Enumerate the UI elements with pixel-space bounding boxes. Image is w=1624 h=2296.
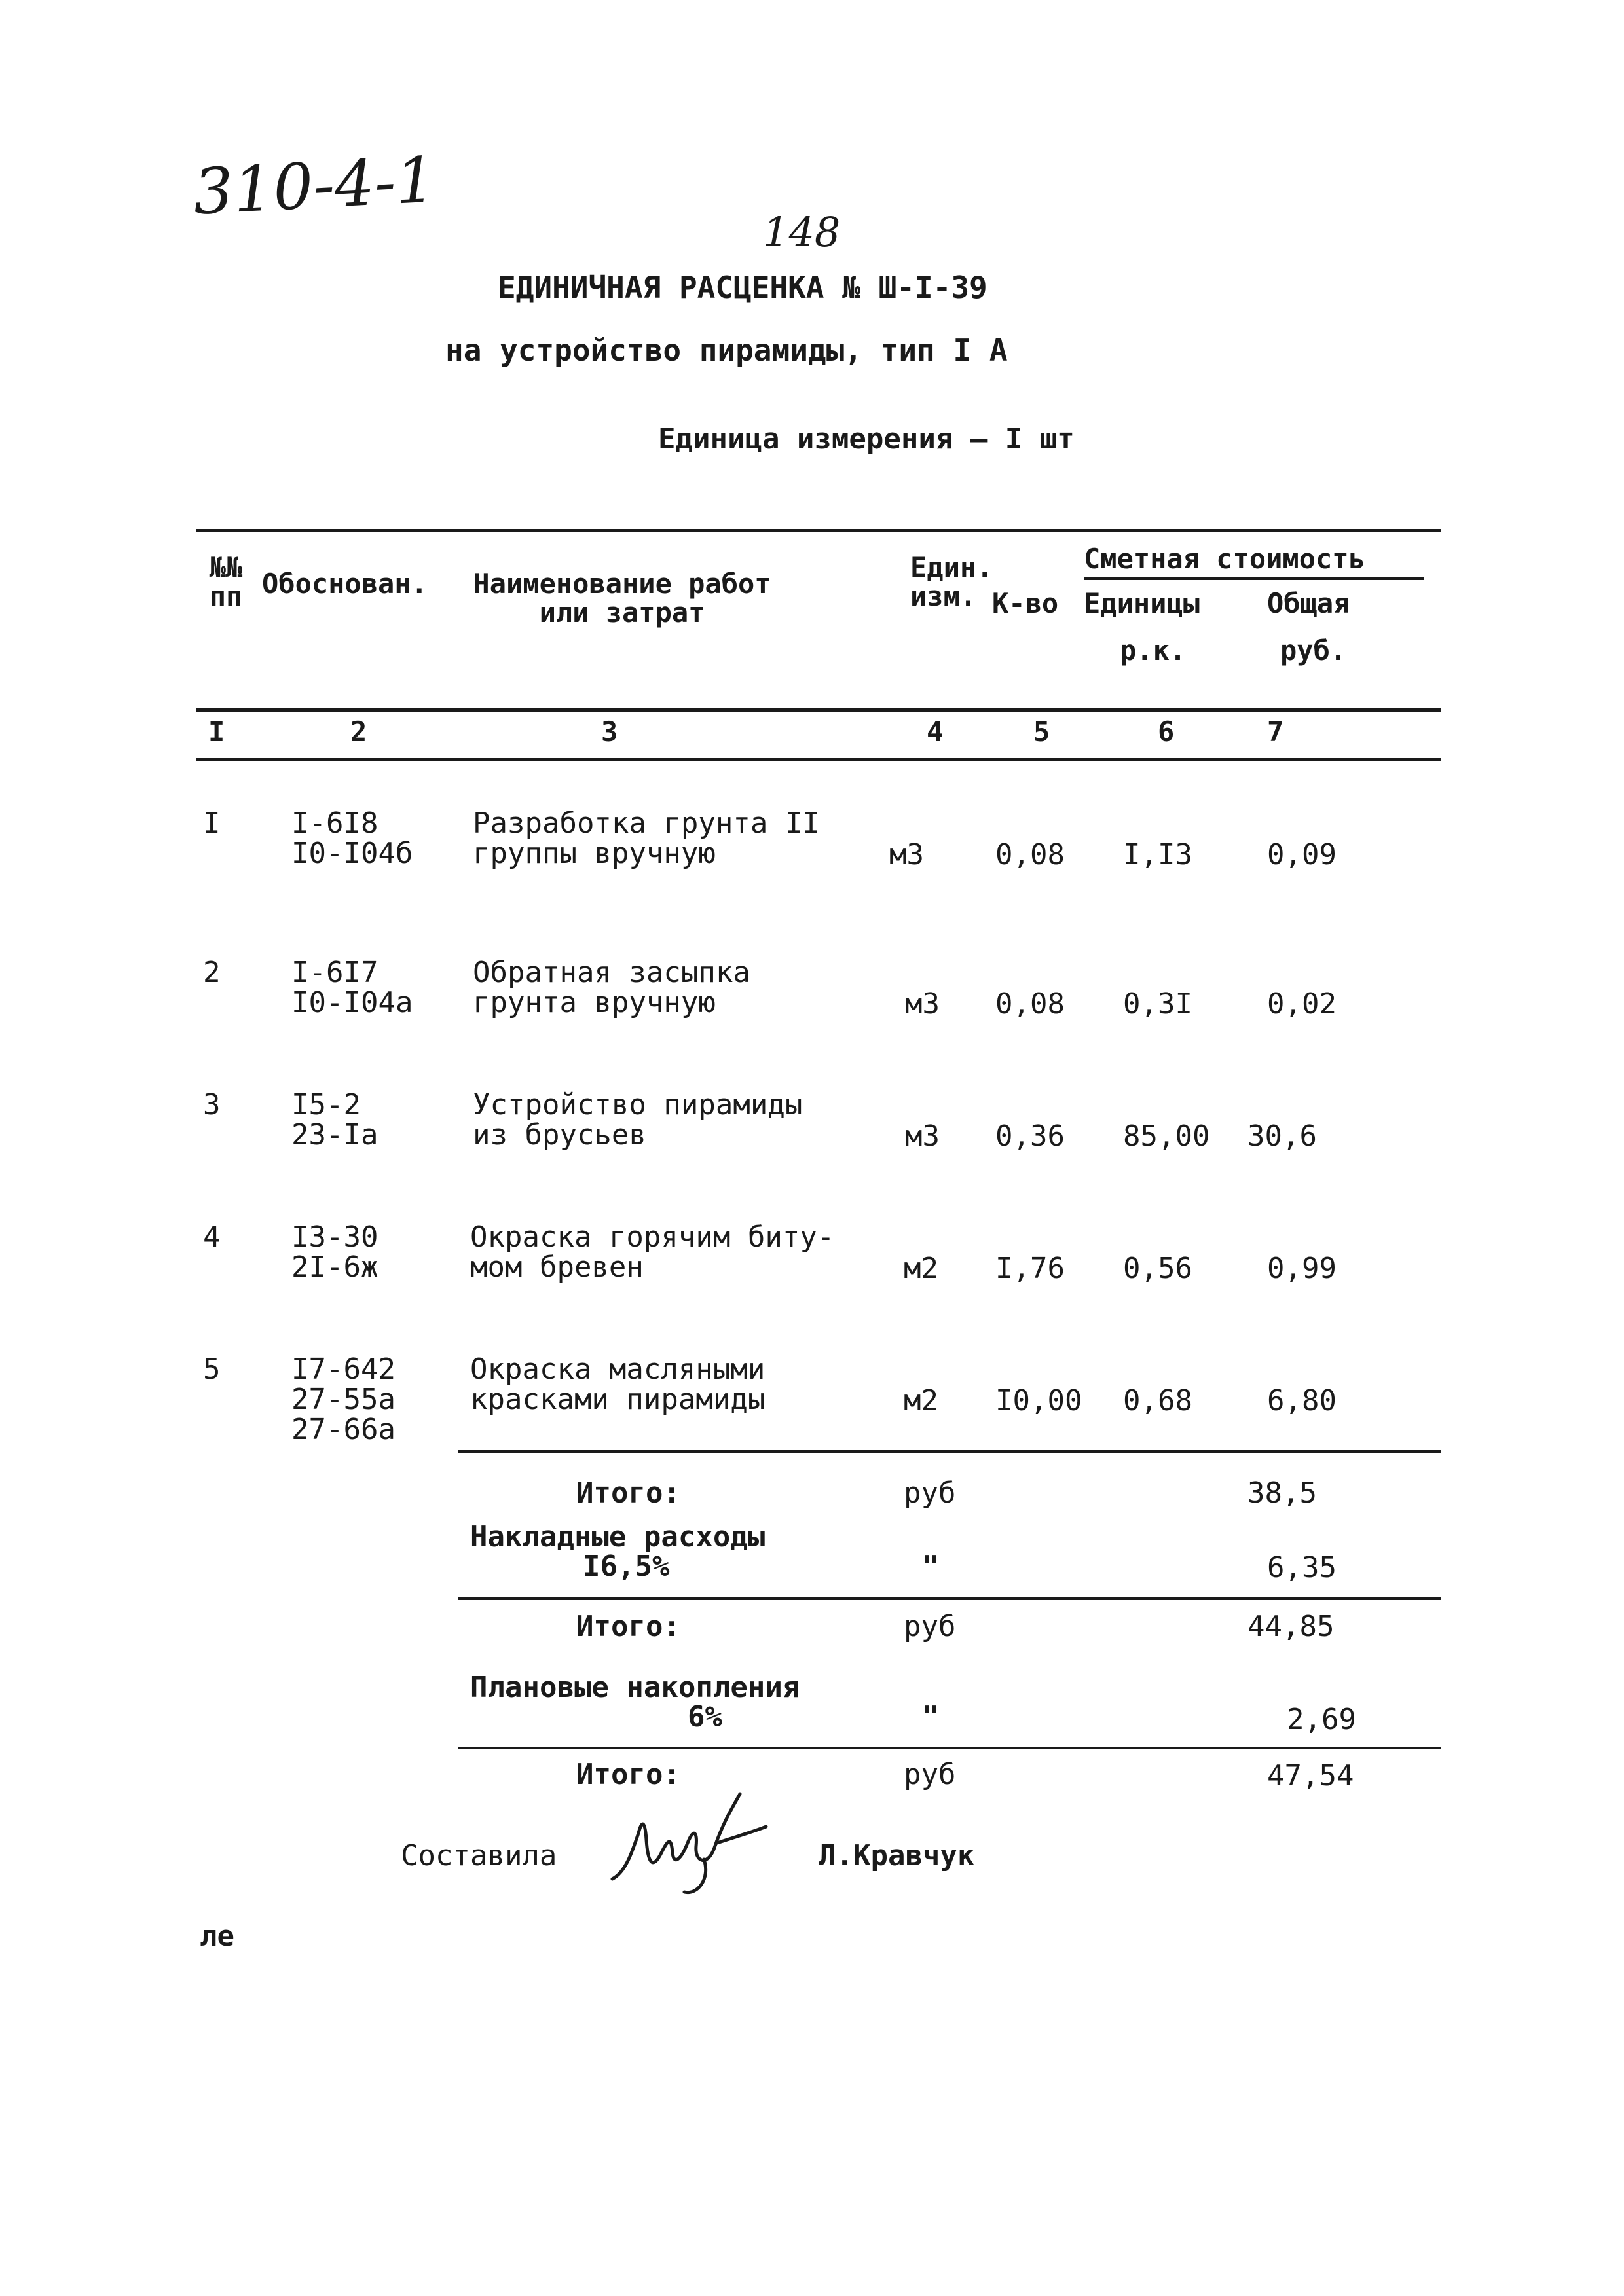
summary-total: 44,85 (1247, 1610, 1335, 1643)
row-basis: 27-55а (291, 1383, 396, 1416)
summary-unit: руб (904, 1758, 956, 1791)
summary-unit: " (922, 1700, 940, 1734)
summary-total: 38,5 (1247, 1476, 1317, 1510)
summary-label: Плановые накопления (470, 1671, 800, 1704)
row-basis: I3-30 (291, 1220, 378, 1254)
row-basis: I-6I7 (291, 956, 378, 989)
summary-unit: руб (904, 1476, 956, 1510)
header-bottom-line (196, 708, 1441, 712)
row-name: Разработка грунта II (473, 807, 820, 840)
summary-label-extra: 6% (688, 1700, 722, 1734)
summary-label: Итого: (576, 1758, 680, 1791)
row-num: 4 (203, 1220, 221, 1254)
row-unit: м2 (904, 1384, 938, 1417)
table-top-line (196, 529, 1441, 532)
row-basis: 27-66а (291, 1413, 396, 1446)
row-unit: м3 (889, 838, 924, 871)
colnum-3: 3 (601, 716, 618, 748)
doc-code: 310-4-1 (191, 143, 437, 229)
colnum-4: 4 (927, 716, 944, 748)
row-unit-cost: 0,56 (1123, 1252, 1192, 1285)
row-name: группы вручную (473, 837, 716, 870)
summary-line-1 (458, 1450, 1441, 1453)
row-basis: I-6I8 (291, 807, 378, 840)
cost-group-underline (1084, 577, 1424, 580)
row-num: 5 (203, 1353, 221, 1386)
header-num: №№ пп (209, 551, 243, 612)
row-total: 30,6 (1247, 1120, 1317, 1153)
row-basis: I7-642 (291, 1353, 396, 1386)
signature-mark (599, 1781, 776, 1905)
row-basis: 23-Iа (291, 1118, 378, 1152)
row-name: из брусьев (473, 1118, 646, 1152)
footer-mark: ле (200, 1920, 234, 1953)
colnum-6: 6 (1158, 716, 1175, 748)
row-num: 2 (203, 956, 221, 989)
signature-scribble (599, 1781, 776, 1905)
summary-line-3 (458, 1747, 1441, 1749)
summary-total: 6,35 (1267, 1551, 1337, 1584)
row-unit-cost: 0,68 (1123, 1384, 1192, 1417)
colnum-7: 7 (1267, 716, 1284, 748)
colnum-5: 5 (1033, 716, 1050, 748)
row-name: грунта вручную (473, 986, 716, 1019)
row-unit: м3 (905, 987, 940, 1021)
header-name: Наименование работ или затрат (473, 568, 771, 629)
summary-label: Итого: (576, 1476, 680, 1510)
row-qty: I0,00 (995, 1384, 1082, 1417)
row-unit: м3 (905, 1120, 940, 1153)
row-name: Окраска масляными (470, 1353, 766, 1386)
header-basis: Обоснован. (262, 568, 428, 600)
doc-subtitle: на устройство пирамиды, тип I А (445, 333, 1008, 368)
summary-line-2 (458, 1597, 1441, 1600)
row-qty: 0,08 (995, 838, 1065, 871)
doc-title: ЕДИНИЧНАЯ РАСЦЕНКА № Ш-I-39 (498, 270, 987, 305)
row-qty: 0,08 (995, 987, 1065, 1021)
row-total: 0,99 (1267, 1252, 1337, 1285)
colnum-bottom-line (196, 758, 1441, 761)
header-qty: К-во (992, 587, 1059, 619)
row-name: красками пирамиды (470, 1383, 766, 1416)
row-total: 6,80 (1267, 1384, 1337, 1417)
row-unit: м2 (904, 1252, 938, 1285)
row-qty: 0,36 (995, 1120, 1065, 1153)
header-total-cost: Общая (1267, 587, 1350, 619)
summary-unit: " (922, 1550, 940, 1583)
row-basis: I5-2 (291, 1088, 361, 1121)
summary-total: 47,54 (1267, 1759, 1354, 1793)
unit-line: Единица измерения – I шт (658, 422, 1075, 456)
page-number: 148 (763, 208, 841, 256)
row-basis: I0-I04б (291, 837, 413, 870)
header-unit-cost: Единицы (1084, 587, 1200, 619)
row-name: мом бревен (470, 1250, 644, 1284)
row-basis: 2I-6ж (291, 1250, 378, 1284)
header-cost-group: Сметная стоимость (1084, 543, 1365, 575)
row-name: Устройство пирамиды (473, 1088, 803, 1121)
row-name: Окраска горячим биту- (470, 1220, 835, 1254)
colnum-1: I (208, 716, 225, 748)
row-basis: I0-I04а (291, 986, 413, 1019)
row-unit-cost: I,I3 (1123, 838, 1192, 871)
header-total-cost-currency: руб. (1280, 634, 1347, 666)
header-unit-cost-currency: р.к. (1120, 634, 1187, 666)
colnum-2: 2 (350, 716, 367, 748)
row-total: 0,09 (1267, 838, 1337, 871)
summary-total: 2,69 (1287, 1703, 1356, 1736)
row-num: 3 (203, 1088, 221, 1121)
row-unit-cost: 85,00 (1123, 1120, 1210, 1153)
signature-label: Составила (401, 1839, 557, 1872)
summary-label: Накладные расходы (470, 1520, 766, 1554)
row-name: Обратная засыпка (473, 956, 750, 989)
signature-name: Л.Кравчук (819, 1839, 975, 1872)
row-total: 0,02 (1267, 987, 1337, 1021)
row-num: I (203, 807, 221, 840)
summary-label: Итого: (576, 1610, 680, 1643)
summary-label-extra: I6,5% (583, 1550, 670, 1583)
summary-unit: руб (904, 1610, 956, 1643)
row-qty: I,76 (995, 1252, 1065, 1285)
row-unit-cost: 0,3I (1123, 987, 1192, 1021)
header-unit: Един. изм. (910, 551, 993, 612)
